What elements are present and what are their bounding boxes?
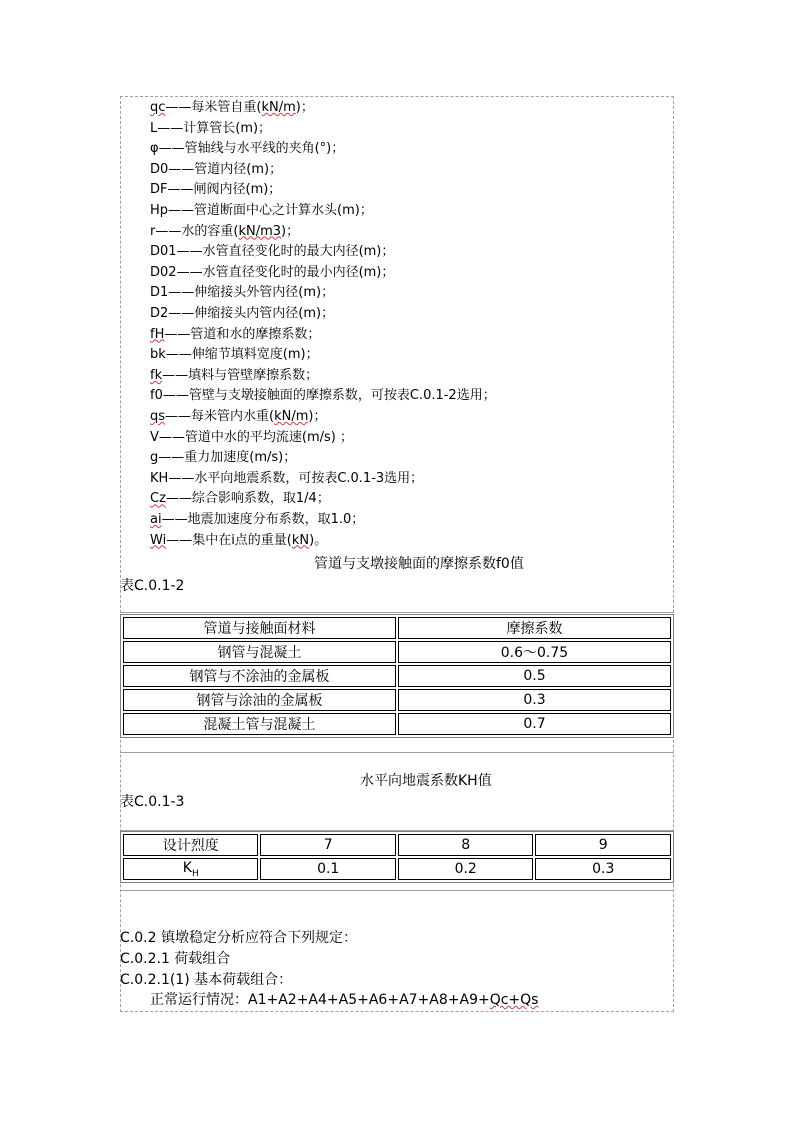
table-cell: 0.1: [260, 858, 396, 880]
definition-line: [150, 409, 326, 425]
seismic-coefficient-table: [120, 831, 674, 883]
table2-label: 表C.0.1-3: [120, 794, 185, 810]
table1-label: 表C.0.1-2: [120, 578, 185, 594]
table-header-row: [123, 617, 671, 639]
divider: [120, 890, 674, 891]
normal-operation-combination: [150, 991, 538, 1009]
definition-term: D0: [150, 161, 169, 177]
table-cell: 0.5: [398, 665, 671, 687]
definition-text: ——管壁与支墩接触面的摩擦系数，可按表C.0.1-2选用；: [162, 388, 496, 404]
definition-term: Cz: [150, 491, 166, 507]
definition-line: [150, 224, 299, 240]
definition-term: D1: [150, 285, 169, 301]
table-row: [123, 834, 671, 856]
spellcheck-mark: kN/m: [274, 409, 309, 424]
definition-term: D01: [150, 244, 177, 260]
table-row: [123, 689, 671, 711]
definition-line: [150, 512, 364, 528]
definition-line: [150, 162, 282, 178]
spellcheck-mark: kN/m: [261, 100, 296, 115]
definition-line: [150, 327, 320, 343]
combination-prefix: 正常运行情况：A1+A2+A4+A5+A6+A7+A8+A9+: [150, 992, 490, 1008]
definition-line: [150, 368, 318, 384]
definition-text: ——管道和水的摩擦系数；: [164, 326, 321, 342]
definition-term: D2: [150, 306, 169, 321]
definition-line: [150, 244, 394, 260]
section-c021: C.0.2.1 荷载组合: [120, 951, 231, 967]
table-cell: 0.6～0.75: [398, 641, 671, 663]
combination-suffix: Qc+Qs: [489, 992, 539, 1008]
definition-text: ——管道中水的平均流速(m/s) ；: [158, 429, 353, 445]
table-cell: 0.3: [398, 689, 671, 711]
definition-text: ——每米管自重(kN/m)；: [165, 100, 314, 115]
table-cell-kh: [123, 858, 258, 880]
section-c0211: C.0.2.1(1) 基本荷载组合：: [120, 972, 293, 988]
table-cell: 8: [398, 834, 534, 856]
definition-term: D02: [150, 264, 177, 280]
table2-title: 水平向地震系数KH值: [360, 773, 492, 789]
divider: [120, 752, 674, 753]
definition-line: [150, 430, 353, 446]
table-cell: 钢管与不涂油的金属板: [123, 665, 396, 687]
definition-text: ——填料与管壁摩擦系数；: [162, 367, 319, 383]
definition-term: fH: [150, 326, 165, 342]
table-row: [123, 858, 671, 880]
definition-text: ——重力加速度(m/s)；: [158, 450, 297, 466]
k-subscript: H: [191, 868, 199, 879]
definition-line: [150, 533, 327, 549]
definition-line: [150, 182, 281, 198]
definition-text: ——管道断面中心之计算水头(m)；: [168, 203, 373, 218]
table-cell: 7: [260, 834, 396, 856]
definition-term: ai: [150, 512, 162, 527]
definition-line: [150, 347, 319, 363]
definition-line: [150, 265, 394, 281]
header-material: 管道与接触面材料: [123, 617, 396, 639]
table-cell: 0.2: [398, 858, 534, 880]
definition-text: ——综合影响系数，取1/4；: [165, 491, 330, 507]
table1-title: 管道与支墩接触面的摩擦系数f0值: [314, 556, 524, 572]
definition-term: KH: [150, 470, 169, 486]
section-c02: C.0.2 镇墩稳定分析应符合下列规定：: [120, 930, 357, 946]
definition-text: ——伸缩节填料宽度(m)；: [165, 347, 319, 363]
spellcheck-mark: kN: [291, 532, 310, 548]
definition-line: [150, 141, 344, 157]
table-row: [123, 665, 671, 687]
definition-term: f0: [150, 388, 163, 404]
spellcheck-mark: kN/m3: [238, 223, 282, 239]
definition-term: fk: [150, 367, 163, 383]
table-cell: 混凝土管与混凝土: [123, 713, 396, 735]
definition-term: g: [150, 450, 159, 466]
definition-line: [150, 100, 314, 116]
definition-line: [150, 388, 496, 404]
table-cell: 0.3: [535, 858, 671, 880]
definition-term: r: [150, 223, 156, 239]
definition-term: Wi: [150, 532, 167, 548]
definition-line: [150, 491, 330, 507]
definition-text: ——管轴线与水平线的夹角(°)；: [158, 141, 345, 157]
table-cell: 钢管与涂油的金属板: [123, 689, 396, 711]
definition-term: qc: [150, 100, 166, 115]
friction-coefficient-table: [120, 614, 674, 738]
table-row: [123, 641, 671, 663]
definition-text: ——计算管长(m)；: [157, 120, 272, 136]
table-cell: 设计烈度: [123, 834, 258, 856]
definition-line: [150, 450, 296, 466]
definition-line: [150, 285, 334, 301]
definition-text: ——水管直径变化时的最小内径(m)；: [176, 264, 395, 280]
definition-line: [150, 121, 271, 137]
definition-line: [150, 203, 373, 219]
definition-text: ——水平向地震系数，可按表C.0.1-3选用；: [168, 470, 424, 486]
definition-term: qs: [150, 409, 166, 424]
definition-term: V: [150, 429, 159, 445]
table-cell: 9: [535, 834, 671, 856]
definition-text: ——集中在i点的重量(kN)。: [166, 532, 328, 548]
definition-text: ——伸缩接头外管内径(m)；: [168, 285, 335, 301]
k-symbol: K: [182, 859, 192, 876]
table-cell: 钢管与混凝土: [123, 641, 396, 663]
table-cell: 0.7: [398, 713, 671, 735]
definition-term: bk: [150, 347, 166, 363]
definition-text: ——伸缩接头内管内径(m)；: [168, 306, 335, 321]
definition-term: φ: [150, 141, 159, 157]
definition-term: Hp: [150, 203, 169, 218]
definition-text: ——每米管内水重(kN/m)；: [165, 409, 327, 424]
definition-term: L: [150, 120, 158, 136]
definition-term: DF: [150, 182, 168, 198]
definition-text: ——管道内径(m)；: [168, 161, 283, 177]
definition-line: [150, 471, 423, 487]
definition-text: ——地震加速度分布系数，取1.0；: [161, 512, 365, 527]
divider: [120, 612, 674, 613]
definition-line: [150, 306, 334, 322]
definition-text: ——闸阀内径(m)；: [167, 182, 282, 198]
definition-text: ——水管直径变化时的最大内径(m)；: [176, 244, 395, 260]
header-coefficient: 摩擦系数: [398, 617, 671, 639]
table-row: [123, 713, 671, 735]
definition-text: ——水的容重(kN/m3)；: [155, 223, 300, 239]
